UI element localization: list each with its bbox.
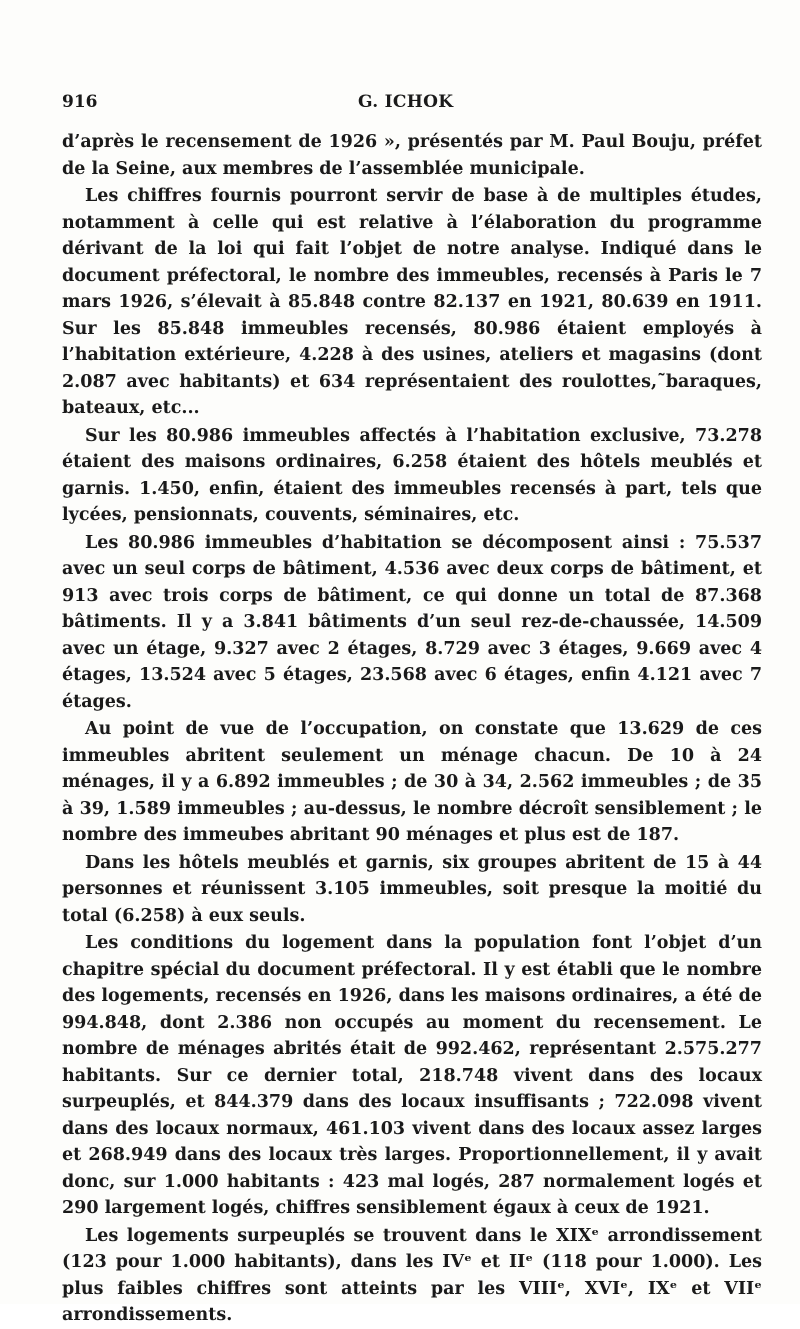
running-head — [62, 92, 762, 116]
paragraph: Sur les 80.986 immeubles affectés à l’habitation exclusive, 73.278 étaient des maisons ordinaires, 6.258 étaient des hôtels meublés et garnis. 1.450, enfin, étaient des immeubles recensés à part, tels que lycées, pensionnats, couvents, séminaires, etc. — [62, 425, 762, 525]
paragraph: Au point de vue de l’occupation, on constate que 13.629 de ces immeubles abritent seulement un ménage chacun. De 10 à 24 ménages, il y a 6.892 immeubles ; de 30 à 34, 2.562 immeubles ; de 35 à 39, 1.589 immeubles ; au-dessus, le nombre décroît sensiblement ; le nombre des immeubes abritant 90 ménages et plus est de 187. — [62, 719, 762, 845]
body-text — [62, 129, 762, 1329]
paragraph: Les chiffres fournis pourront servir de base à de multiples études, notamment à celle qui est relative à l’élaboration du programme dérivant de la loi qui fait l’objet de notre analyse. Indiqué dans le document préfectoral, le nombre des immeubles, recensés à Paris le 7 mars 1926, s’élevait à 85.848 contre 82.137 en 1921, 80.639 en 1911. Sur les 85.848 immeubles recensés, 80.986 étaient employés à l’habitation extérieure, 4.228 à des usines, ateliers et magasins (dont 2.087 avec habitants) et 634 représentaient des roulottes,˜baraques, bateaux, etc... — [62, 186, 762, 418]
paragraph: Les conditions du logement dans la population font l’objet d’un chapitre spécial du document préfectoral. Il y est établi que le nombre des logements, recensés en 1926, dans les maisons ordinaires, a été de 994.848, dont 2.386 non occupés au moment du recensement. Le nombre de ménages abrités était de 992.462, représentant 2.575.277 habitants. Sur ce dernier total, 218.748 vivent dans des locaux surpeuplés, et 844.379 dans des locaux insuffisants ; 722.098 vivent dans des locaux normaux, 461.103 vivent dans des locaux assez larges et 268.949 dans des locaux très larges. Proportionnellement, il y avait donc, sur 1.000 habitants : 423 mal logés, 287 normalement logés et 290 largement logés, chiffres sensiblement égaux à ceux de 1921. — [62, 933, 762, 1218]
paragraph: Dans les hôtels meublés et garnis, six groupes abritent de 15 à 44 personnes et réunissent 3.105 immeubles, soit presque la moitié du total (6.258) à eux seuls. — [62, 852, 762, 926]
page-number: 916 — [62, 92, 98, 112]
author-running-title: G. ICHOK — [358, 92, 454, 112]
paragraph: Les logements surpeuplés se trouvent dans le XIXᵉ arrondissement (123 pour 1.000 habitants), dans les IVᵉ et IIᵉ (118 pour 1.000). Les plus faibles chiffres sont atteints par les VIIIᵉ, XVIᵉ, IXᵉ et VIIᵉ arrondissements. — [62, 1225, 762, 1325]
paragraph: Les 80.986 immeubles d’habitation se décomposent ainsi : 75.537 avec un seul corps de bâtiment, 4.536 avec deux corps de bâtiment, et 913 avec trois corps de bâtiment, ce qui donne un total de 87.368 bâtiments. Il y a 3.841 bâtiments d’un seul rez-de-chaussée, 14.509 avec un étage, 9.327 avec 2 étages, 8.729 avec 3 étages, 9.669 avec 4 étages, 13.524 avec 5 étages, 23.568 avec 6 étages, enfin 4.121 avec 7 étages. — [62, 532, 762, 712]
paragraph-continuation: d’après le recensement de 1926 », présentés par M. Paul Bouju, préfet de la Seine, aux membres de l’assemblée municipale. — [62, 132, 762, 179]
